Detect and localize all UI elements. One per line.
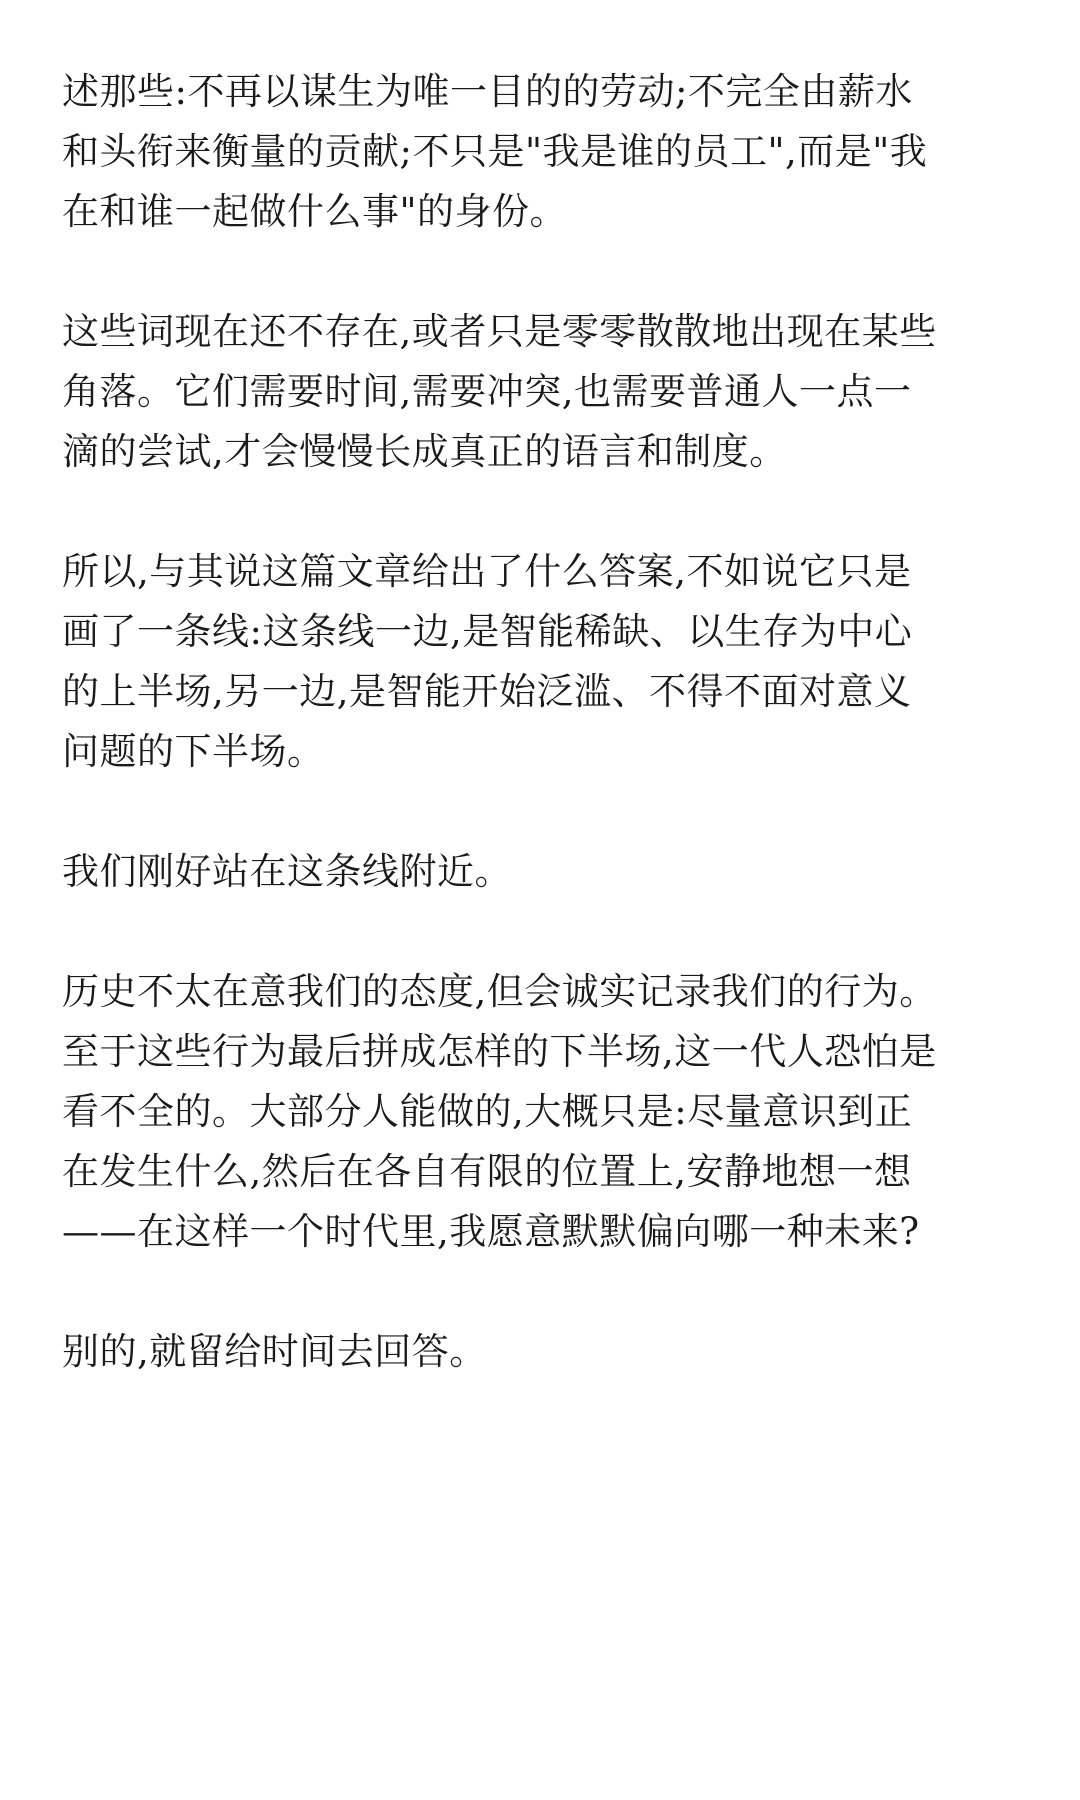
text-line: 述那些:不再以谋生为唯一目的的劳动;不完全由薪水: [62, 70, 913, 113]
text-line: 我们刚好站在这条线附近。: [62, 850, 512, 893]
paragraph-2: [62, 302, 1022, 482]
text-line: ——在这样一个时代里,我愿意默默偏向哪一种未来?: [62, 1210, 920, 1253]
text-line: 角落。它们需要时间,需要冲突,也需要普通人一点一: [62, 370, 912, 413]
paragraph-1: [62, 62, 1022, 242]
text-line: 在发生什么,然后在各自有限的位置上,安静地想一想: [62, 1150, 912, 1193]
text-line: 看不全的。大部分人能做的,大概只是:尽量意识到正: [62, 1090, 913, 1133]
text-line: 画了一条线:这条线一边,是智能稀缺、以生存为中心: [62, 610, 913, 653]
text-line: 所以,与其说这篇文章给出了什么答案,不如说它只是: [62, 550, 912, 593]
text-line: 别的,就留给时间去回答。: [62, 1330, 487, 1373]
text-line: 历史不太在意我们的态度,但会诚实记录我们的行为。: [62, 970, 937, 1013]
text-line: 和头衔来衡量的贡献;不只是"我是谁的员工",而是"我: [62, 130, 928, 173]
paragraph-4: [62, 842, 1022, 902]
text-line: 在和谁一起做什么事"的身份。: [62, 190, 568, 233]
paragraph-5: [62, 962, 1022, 1262]
article-body: [62, 62, 1022, 1442]
paragraph-6: [62, 1322, 1022, 1382]
text-line: 的上半场,另一边,是智能开始泛滥、不得不面对意义: [62, 670, 912, 713]
text-line: 这些词现在还不存在,或者只是零零散散地出现在某些: [62, 310, 937, 353]
text-line: 至于这些行为最后拼成怎样的下半场,这一代人恐怕是: [62, 1030, 937, 1073]
paragraph-3: [62, 542, 1022, 782]
text-line: 问题的下半场。: [62, 730, 325, 773]
text-line: 滴的尝试,才会慢慢长成真正的语言和制度。: [62, 430, 787, 473]
